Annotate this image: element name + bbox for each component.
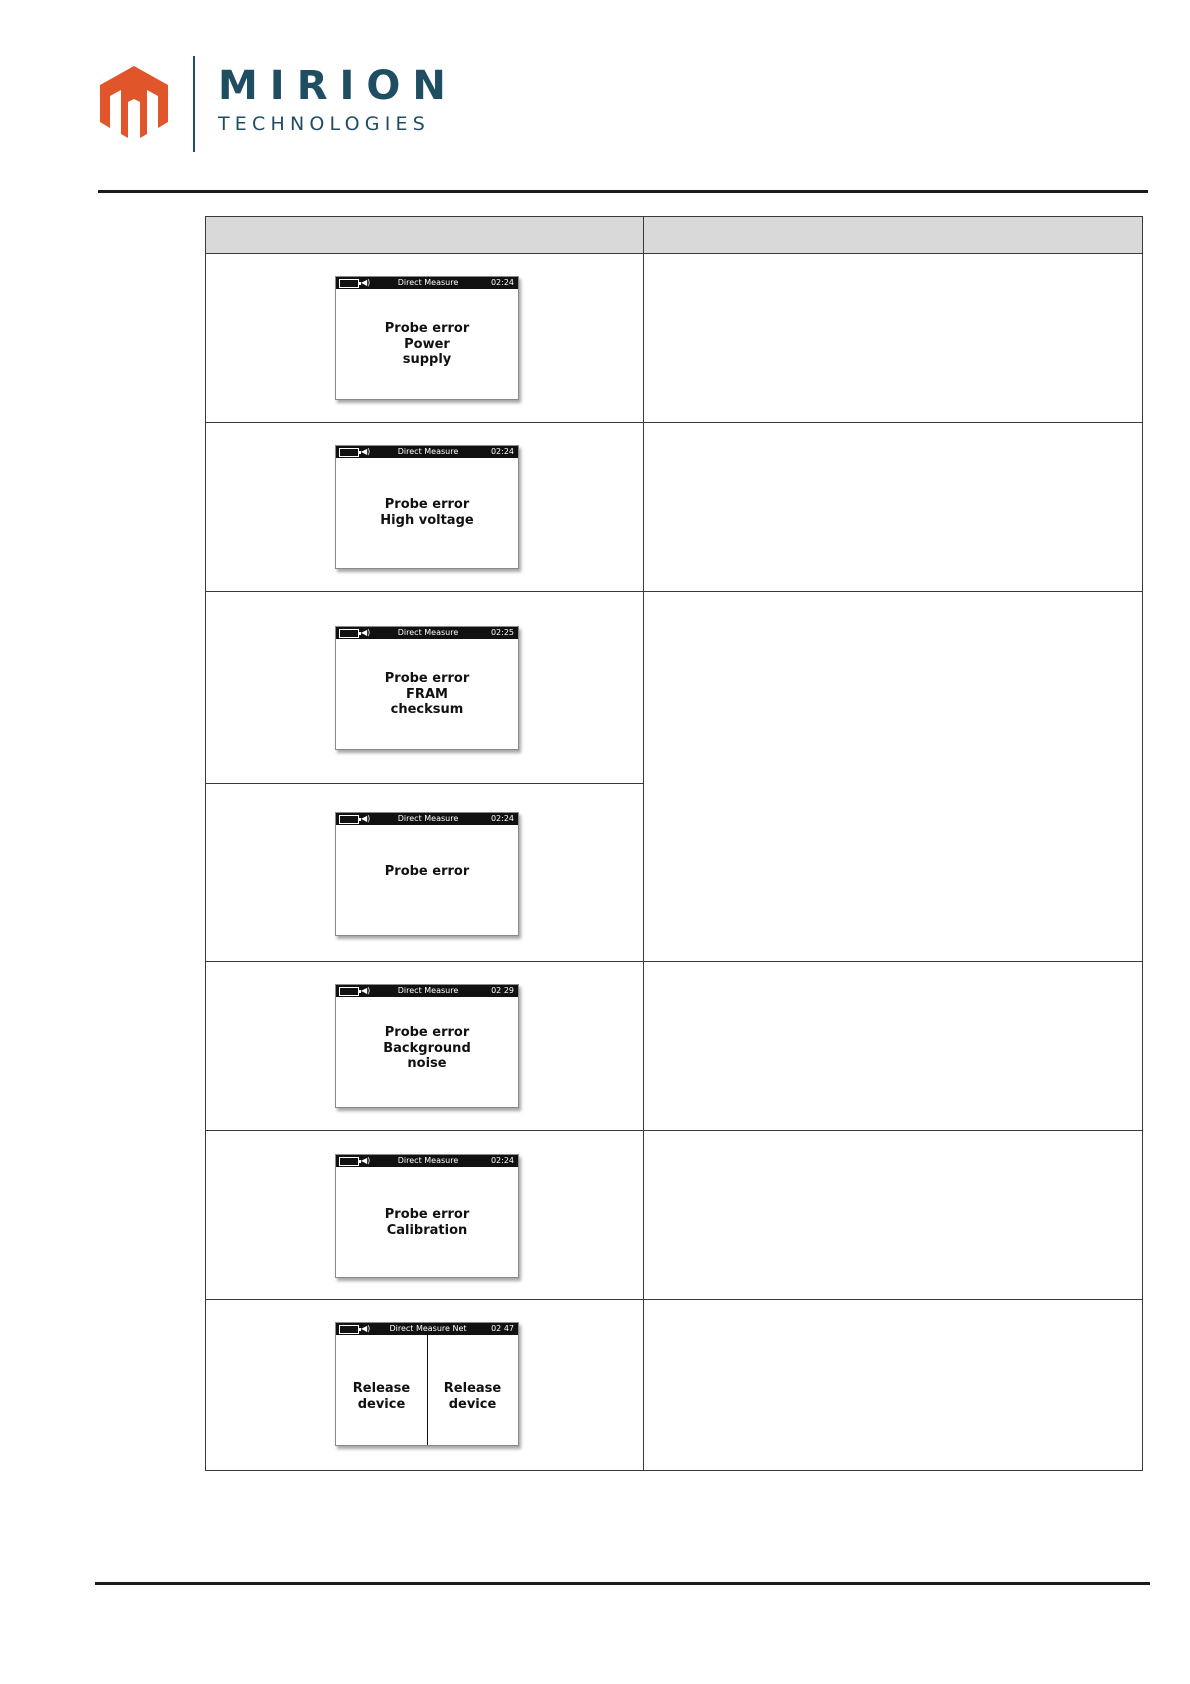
- device-screen: [335, 1154, 519, 1278]
- battery-icon: [339, 629, 359, 638]
- status-bar: [336, 1155, 518, 1167]
- status-time: 02:24: [490, 278, 514, 287]
- speaker-icon: ◀): [361, 814, 371, 823]
- battery-icon: [339, 448, 359, 457]
- status-bar: [336, 813, 518, 825]
- probe-error-table: [205, 216, 1143, 1471]
- battery-icon: [339, 279, 359, 288]
- speaker-icon: ◀): [361, 628, 371, 637]
- status-bar: [336, 446, 518, 458]
- status-title: Direct Measure: [397, 278, 459, 287]
- table-row: [206, 962, 1143, 1131]
- device-screen: [335, 984, 519, 1108]
- status-time: 02 29: [491, 986, 514, 995]
- screen-cell: [206, 1300, 644, 1471]
- description-cell: [644, 962, 1143, 1131]
- status-time: 02 47: [491, 1324, 514, 1333]
- speaker-icon: ◀): [361, 1324, 371, 1333]
- speaker-icon: ◀): [361, 986, 371, 995]
- table-row: [206, 423, 1143, 592]
- header-rule: [98, 190, 1148, 193]
- screen-message: Probe error Background noise: [383, 1025, 471, 1071]
- battery-icon: [339, 1325, 359, 1334]
- device-screen: [335, 1322, 519, 1446]
- device-screen: [335, 626, 519, 750]
- screen-message: Probe error: [384, 864, 470, 879]
- screen-cell: [206, 784, 644, 962]
- status-title: Direct Measure: [397, 447, 459, 456]
- status-title: Direct Measure Net: [389, 1324, 467, 1333]
- screen-cell: [206, 592, 644, 784]
- brand: [218, 62, 458, 136]
- screen-message: Probe error High voltage: [380, 497, 474, 528]
- status-title: Direct Measure: [397, 814, 459, 823]
- status-bar: [336, 277, 518, 289]
- speaker-icon: ◀): [361, 1156, 371, 1165]
- column-header-description: [644, 217, 1143, 254]
- description-cell: [644, 254, 1143, 423]
- status-time: 02:24: [490, 447, 514, 456]
- status-title: Direct Measure: [397, 1156, 459, 1165]
- screen-cell: [206, 1131, 644, 1300]
- description-cell: [644, 592, 1143, 962]
- brand-name: MIRION: [218, 63, 458, 109]
- screen-message-left: Release device: [352, 1381, 411, 1412]
- screen-right-pane: [427, 1335, 518, 1445]
- status-title: Direct Measure: [397, 628, 459, 637]
- description-cell: [644, 1131, 1143, 1300]
- speaker-icon: ◀): [361, 447, 371, 456]
- status-time: 02:25: [490, 628, 514, 637]
- battery-icon: [339, 815, 359, 824]
- screen-message: Probe error Power supply: [384, 321, 470, 367]
- status-time: 02:24: [490, 814, 514, 823]
- footer-rule: [95, 1582, 1150, 1585]
- screen-left-pane: [336, 1335, 428, 1445]
- battery-icon: [339, 987, 359, 996]
- status-time: 02:24: [490, 1156, 514, 1165]
- screen-message: Probe error Calibration: [384, 1207, 470, 1238]
- status-bar: [336, 1323, 518, 1335]
- screen-cell: [206, 254, 644, 423]
- description-cell: [644, 423, 1143, 592]
- table-row: [206, 1300, 1143, 1471]
- status-bar: [336, 627, 518, 639]
- device-screen: [335, 812, 519, 936]
- device-screen: [335, 445, 519, 569]
- table-row: [206, 1131, 1143, 1300]
- table-row: [206, 592, 1143, 784]
- logo-divider: [193, 56, 195, 152]
- screen-message-right: Release device: [443, 1381, 502, 1412]
- description-cell: [644, 1300, 1143, 1471]
- table-header-row: [206, 217, 1143, 254]
- mirion-logo-icon: [100, 66, 168, 138]
- table-row: [206, 254, 1143, 423]
- status-bar: [336, 985, 518, 997]
- screen-message: Probe error FRAM checksum: [384, 671, 470, 717]
- status-title: Direct Measure: [397, 986, 459, 995]
- speaker-icon: ◀): [361, 278, 371, 287]
- column-header-display: [206, 217, 644, 254]
- brand-subtitle: TECHNOLOGIES: [218, 113, 430, 135]
- screen-cell: [206, 423, 644, 592]
- screen-cell: [206, 962, 644, 1131]
- device-screen: [335, 276, 519, 400]
- battery-icon: [339, 1157, 359, 1166]
